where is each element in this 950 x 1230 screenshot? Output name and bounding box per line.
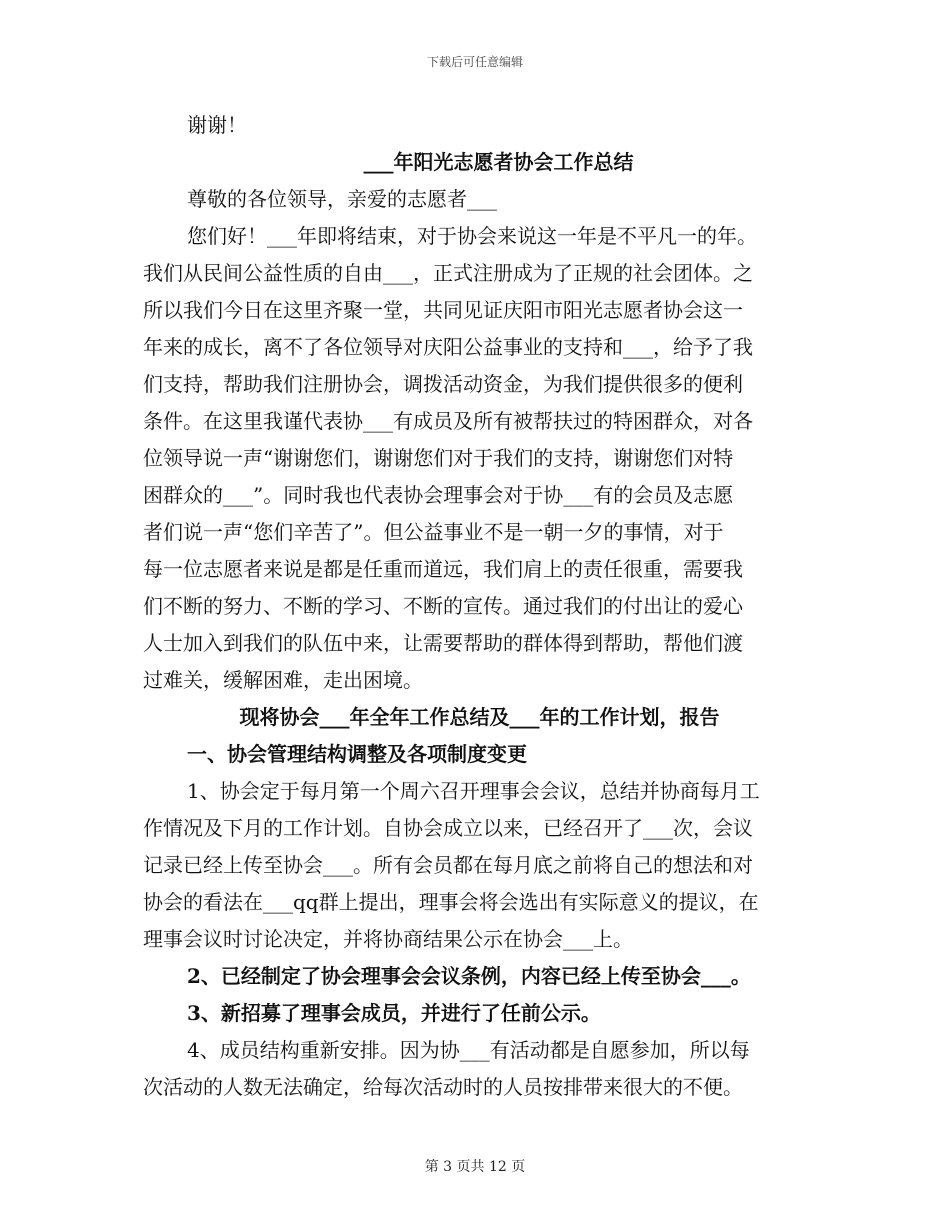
paragraph-line: 次活动的人数无法确定，给每次活动时的人员按排带来很大的不便。 [143,1075,743,1099]
paragraph-line: 困群众的___”。同时我也代表协会理事会对于协___有的会员及志愿 [143,483,734,507]
paragraph-line: 您们好！___年即将结束，对于协会来说这一年是不平凡一的年。 [187,224,757,248]
paragraph-line: 们不断的努力、不断的学习、不断的宣传。通过我们的付出让的爱心 [143,594,743,618]
paragraph-line: 谢谢！ [187,113,247,137]
paragraph-line: 者们说一声“您们辛苦了”。但公益事业不是一朝一夕的事情，对于 [143,520,724,544]
paragraph-line: 我们从民间公益性质的自由___，正式注册成为了正规的社会团体。之 [143,261,753,285]
list-item-bold: 2、已经制定了协会理事会会议条例，内容已经上传至协会___。 [187,964,751,988]
report-subtitle: 现将协会___年全年工作总结及___年的工作计划，报告 [239,705,720,729]
paragraph-line: 位领导说一声“谢谢您们，谢谢您们对于我们的支持，谢谢您们对特 [143,446,734,470]
paragraph-line: 记录已经上传至协会___。所有会员都在每月底之前将自己的想法和对 [143,853,753,877]
salutation-line: 尊敬的各位领导，亲爱的志愿者___ [187,187,497,211]
document-title: ___年阳光志愿者协会工作总结 [363,150,634,174]
paragraph-line: 每一位志愿者来说是都是任重而道远，我们肩上的责任很重，需要我 [143,557,743,581]
paragraph-line: 4、成员结构重新安排。因为协___有活动都是自愿参加，所以每 [187,1038,750,1062]
page-footer-number: 第 3 页共 12 页 [424,1159,526,1175]
paragraph-line: 们支持，帮助我们注册协会，调拨活动资金，为我们提供很多的便利 [143,372,743,396]
paragraph-line: 人士加入到我们的队伍中来，让需要帮助的群体得到帮助，帮他们渡 [143,631,743,655]
document-body [143,107,808,1106]
paragraph-line: 1、协会定于每月第一个周六召开理事会会议，总结并协商每月工 [187,779,760,803]
paragraph-line: 过难关，缓解困难，走出困境。 [143,668,423,692]
paragraph-line: 所以我们今日在这里齐聚一堂，共同见证庆阳市阳光志愿者协会这一 [143,298,743,322]
paragraph-line: 年来的成长，离不了各位领导对庆阳公益事业的支持和___，给予了我 [143,335,753,359]
list-item-bold: 3、新招募了理事会成员，并进行了任前公示。 [187,1001,601,1025]
paragraph-line: 协会的看法在___qq群上提出，理事会将会选出有实际意义的提议，在 [143,890,759,914]
paragraph-line: 理事会议时讨论决定，并将协商结果公示在协会___上。 [143,927,633,951]
section-heading: 一、协会管理结构调整及各项制度变更 [187,742,527,766]
paragraph-line: 作情况及下月的工作计划。自协会成立以来，已经召开了___次，会议 [143,816,753,840]
paragraph-line: 条件。在这里我谨代表协___有成员及所有被帮扶过的特困群众，对各 [143,409,753,433]
page-header-note: 下载后可任意编辑 [426,55,523,69]
